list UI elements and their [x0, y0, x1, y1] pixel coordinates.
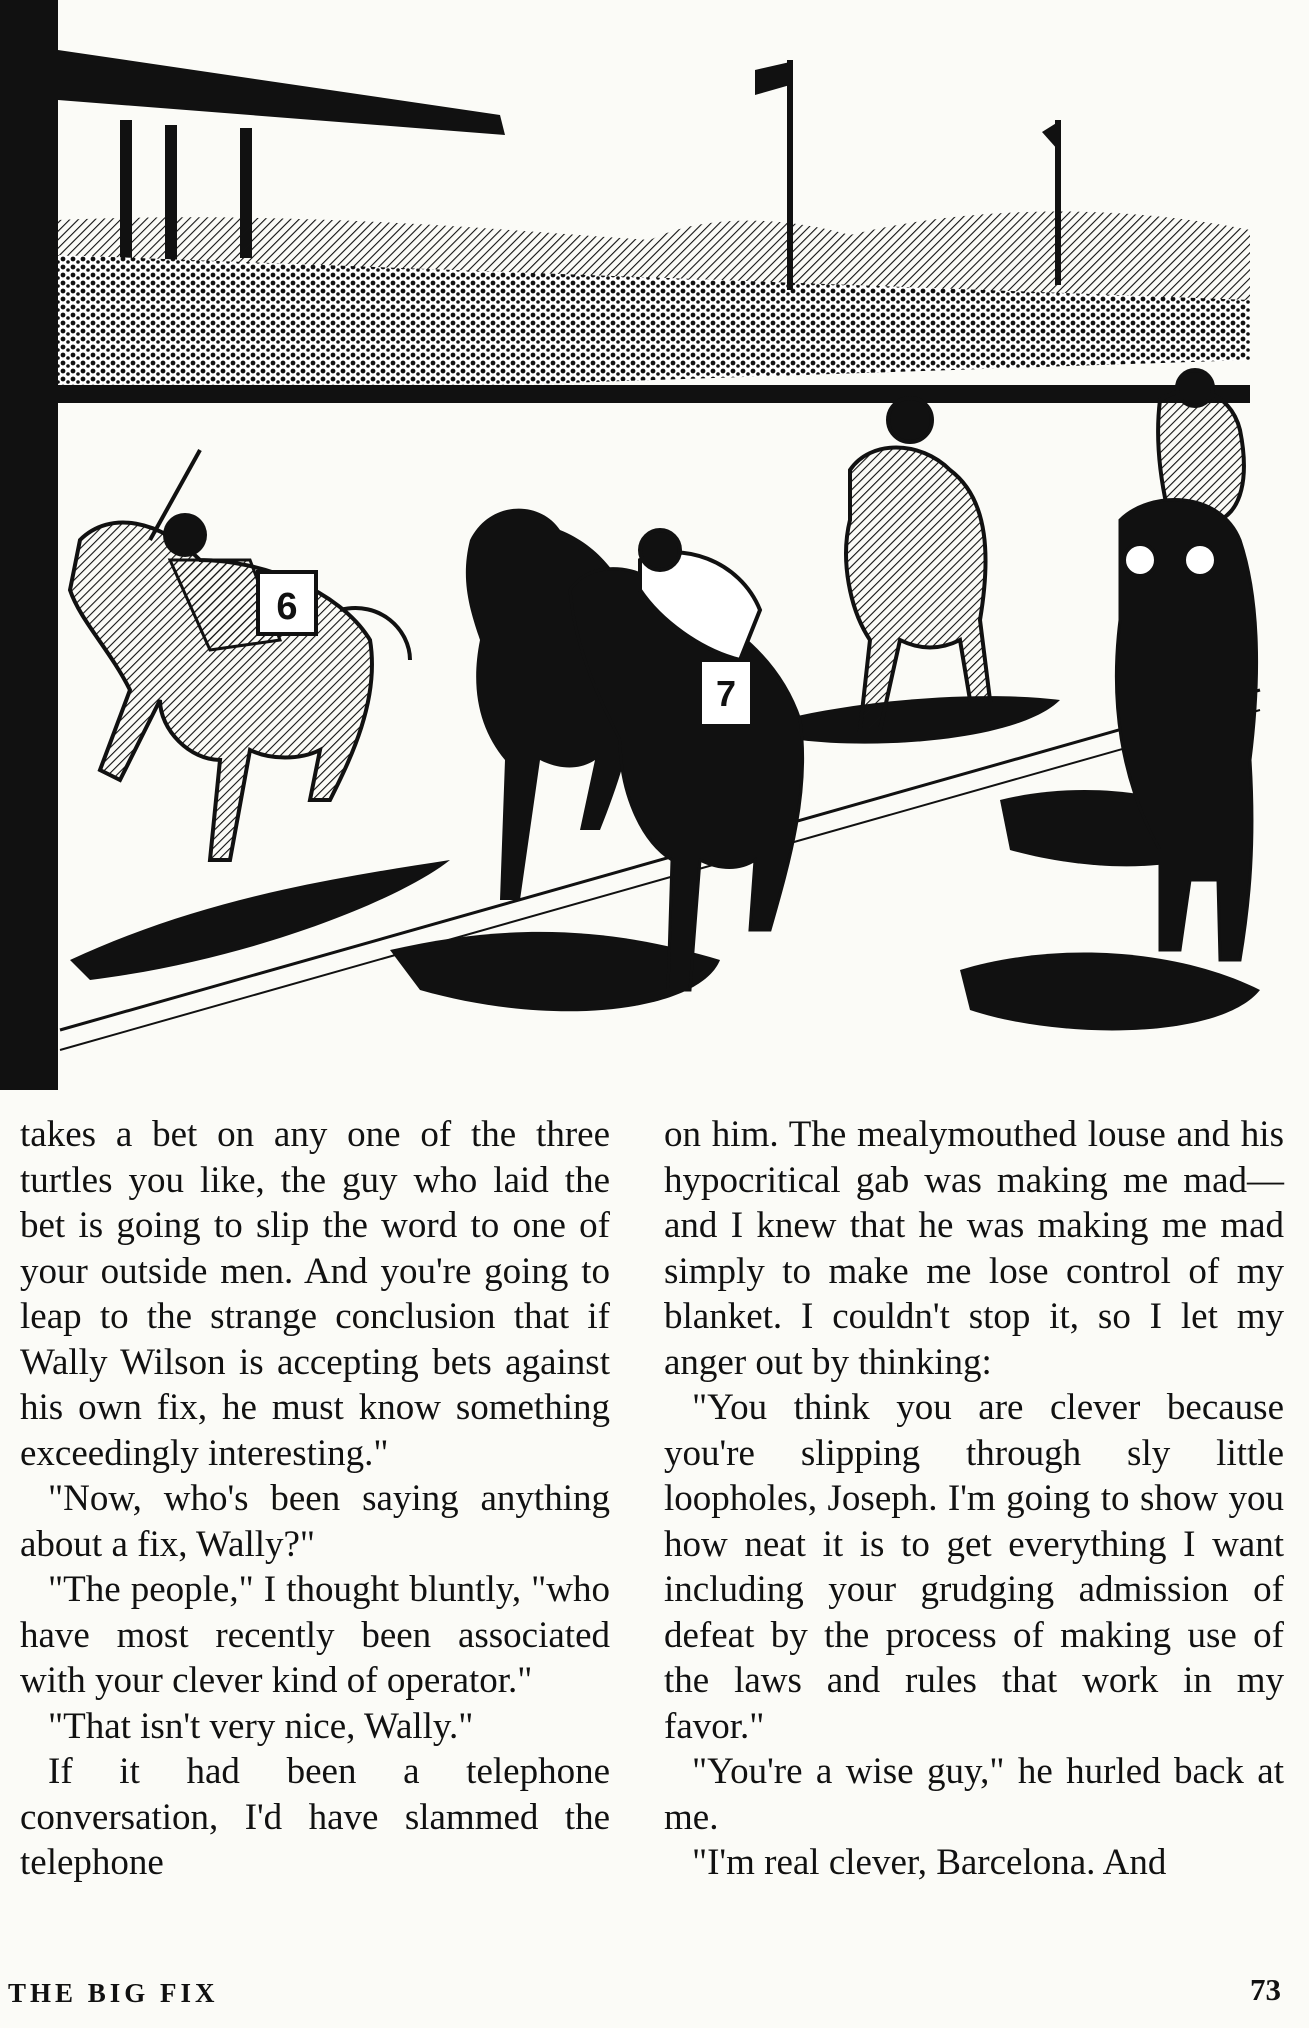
paragraph: "I'm real clever, Barcelona. And	[692, 1842, 1167, 1883]
paragraph: "Now, who's been saying anything about a fix, Wally?"	[20, 1478, 610, 1565]
running-title: THE BIG FIX	[8, 1978, 219, 2008]
track-rail	[58, 385, 1250, 403]
paragraph: on him. The mealymouthed louse and his hypocritical gab was making me mad—and I knew that he was making me mad simply to make me lose control of my blanket. I couldn't stop it, so I let my anger out by thinking:	[664, 1114, 1284, 1383]
paragraph: "That isn't very nice, Wally."	[48, 1705, 474, 1747]
paragraph: If it had been a telephone conversation, I'd have slammed the telephone	[20, 1751, 610, 1883]
saddle-cloth-7	[700, 660, 752, 726]
text-column-left	[20, 1112, 610, 1886]
paragraph: "The people," I thought bluntly, "who have most recently been associated with your clever kind of operator."	[20, 1569, 610, 1701]
page-number: 73	[1250, 1972, 1281, 2007]
svg-text:6: 6	[276, 586, 298, 628]
grandstand-post	[0, 0, 58, 1090]
text-column-right	[664, 1112, 1284, 1886]
svg-text:7: 7	[715, 673, 737, 714]
saddle-cloth-6	[258, 572, 316, 634]
paragraph: "You're a wise guy," he hurled back at me.	[664, 1751, 1284, 1838]
paragraph: takes a bet on any one of the three turtles you like, the guy who laid the bet is going to slip the word to one of your outside men. And you're going to leap to the strange conclusion that if Wally Wilson is accepting bets against his own fix, he must know something exceedingly interesting."	[20, 1114, 610, 1474]
paragraph: "You think you are clever because you're slipping through sly little loopholes, Joseph. I'm going to show you how neat it is to get everything I want including your grudging admission of defeat by the process of making use of the laws and rules that work in my favor."	[664, 1387, 1284, 1747]
